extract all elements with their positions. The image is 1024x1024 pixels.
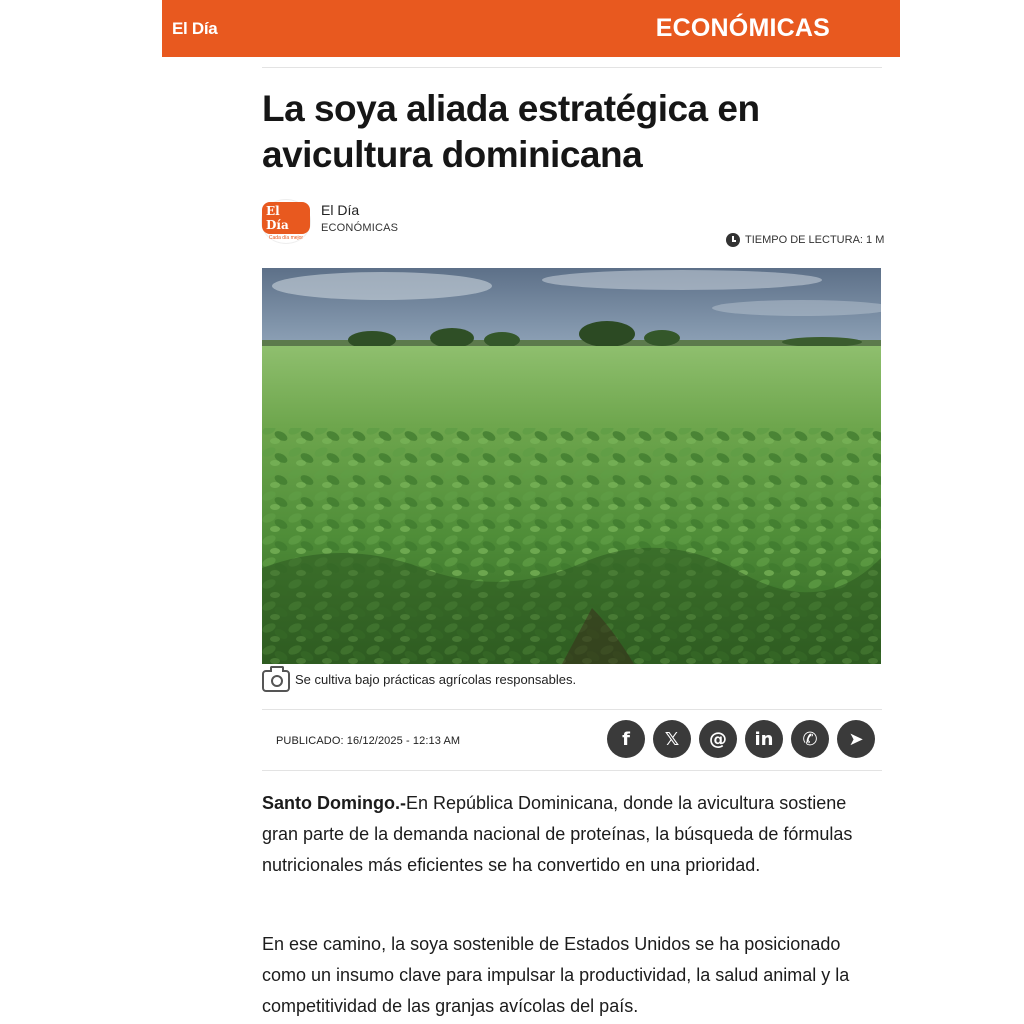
- article-title: [262, 86, 882, 178]
- divider: [262, 67, 882, 68]
- article-title-line1: La soya aliada estratégica en: [262, 88, 760, 129]
- author-avatar-logo: El Día: [262, 202, 310, 234]
- threads-share-icon[interactable]: @: [699, 720, 737, 758]
- telegram-share-icon[interactable]: ➤: [837, 720, 875, 758]
- facebook-share-icon[interactable]: f: [607, 720, 645, 758]
- site-header: [162, 0, 900, 57]
- author-name[interactable]: El Día: [321, 202, 360, 218]
- article-paragraph-1-text: En República Dominicana, donde la avicultura sostiene gran parte de la demanda nacional de proteínas, la búsqueda de fórmulas nutricionales más eficientes se ha convertido en una prioridad.: [262, 793, 853, 875]
- site-logo[interactable]: El Día: [172, 18, 218, 38]
- clock-icon: [726, 233, 740, 247]
- camera-icon: [262, 670, 290, 692]
- reading-time-label: TIEMPO DE LECTURA: 1 M: [745, 234, 885, 246]
- image-caption-text: Se cultiva bajo prácticas agrícolas responsables.: [295, 672, 577, 687]
- article-paragraph-1: [262, 788, 887, 881]
- article-title-line2: avicultura dominicana: [262, 134, 643, 175]
- hero-image[interactable]: [262, 268, 881, 664]
- x-share-icon[interactable]: 𝕏: [653, 720, 691, 758]
- author-avatar-tagline: Cada día mejor: [268, 235, 304, 241]
- article-paragraph-2: En ese camino, la soya sostenible de Estados Unidos se ha posicionado como un insumo clave para impulsar la productividad, la salud animal y la competitividad de las granjas avícolas del país.: [262, 934, 850, 1016]
- soybean-field-photo: [262, 268, 881, 664]
- whatsapp-share-icon[interactable]: ✆: [791, 720, 829, 758]
- reading-time: [726, 233, 884, 247]
- share-bar: [607, 720, 875, 758]
- author-avatar[interactable]: [261, 199, 311, 244]
- linkedin-share-icon[interactable]: in: [745, 720, 783, 758]
- divider: [262, 770, 882, 771]
- divider: [262, 709, 882, 710]
- author-category[interactable]: ECONÓMICAS: [321, 222, 399, 234]
- dateline: Santo Domingo.-: [262, 793, 406, 813]
- image-caption: [262, 667, 576, 692]
- published-date: PUBLICADO: 16/12/2025 - 12:13 AM: [276, 735, 461, 747]
- section-title[interactable]: ECONÓMICAS: [655, 14, 830, 42]
